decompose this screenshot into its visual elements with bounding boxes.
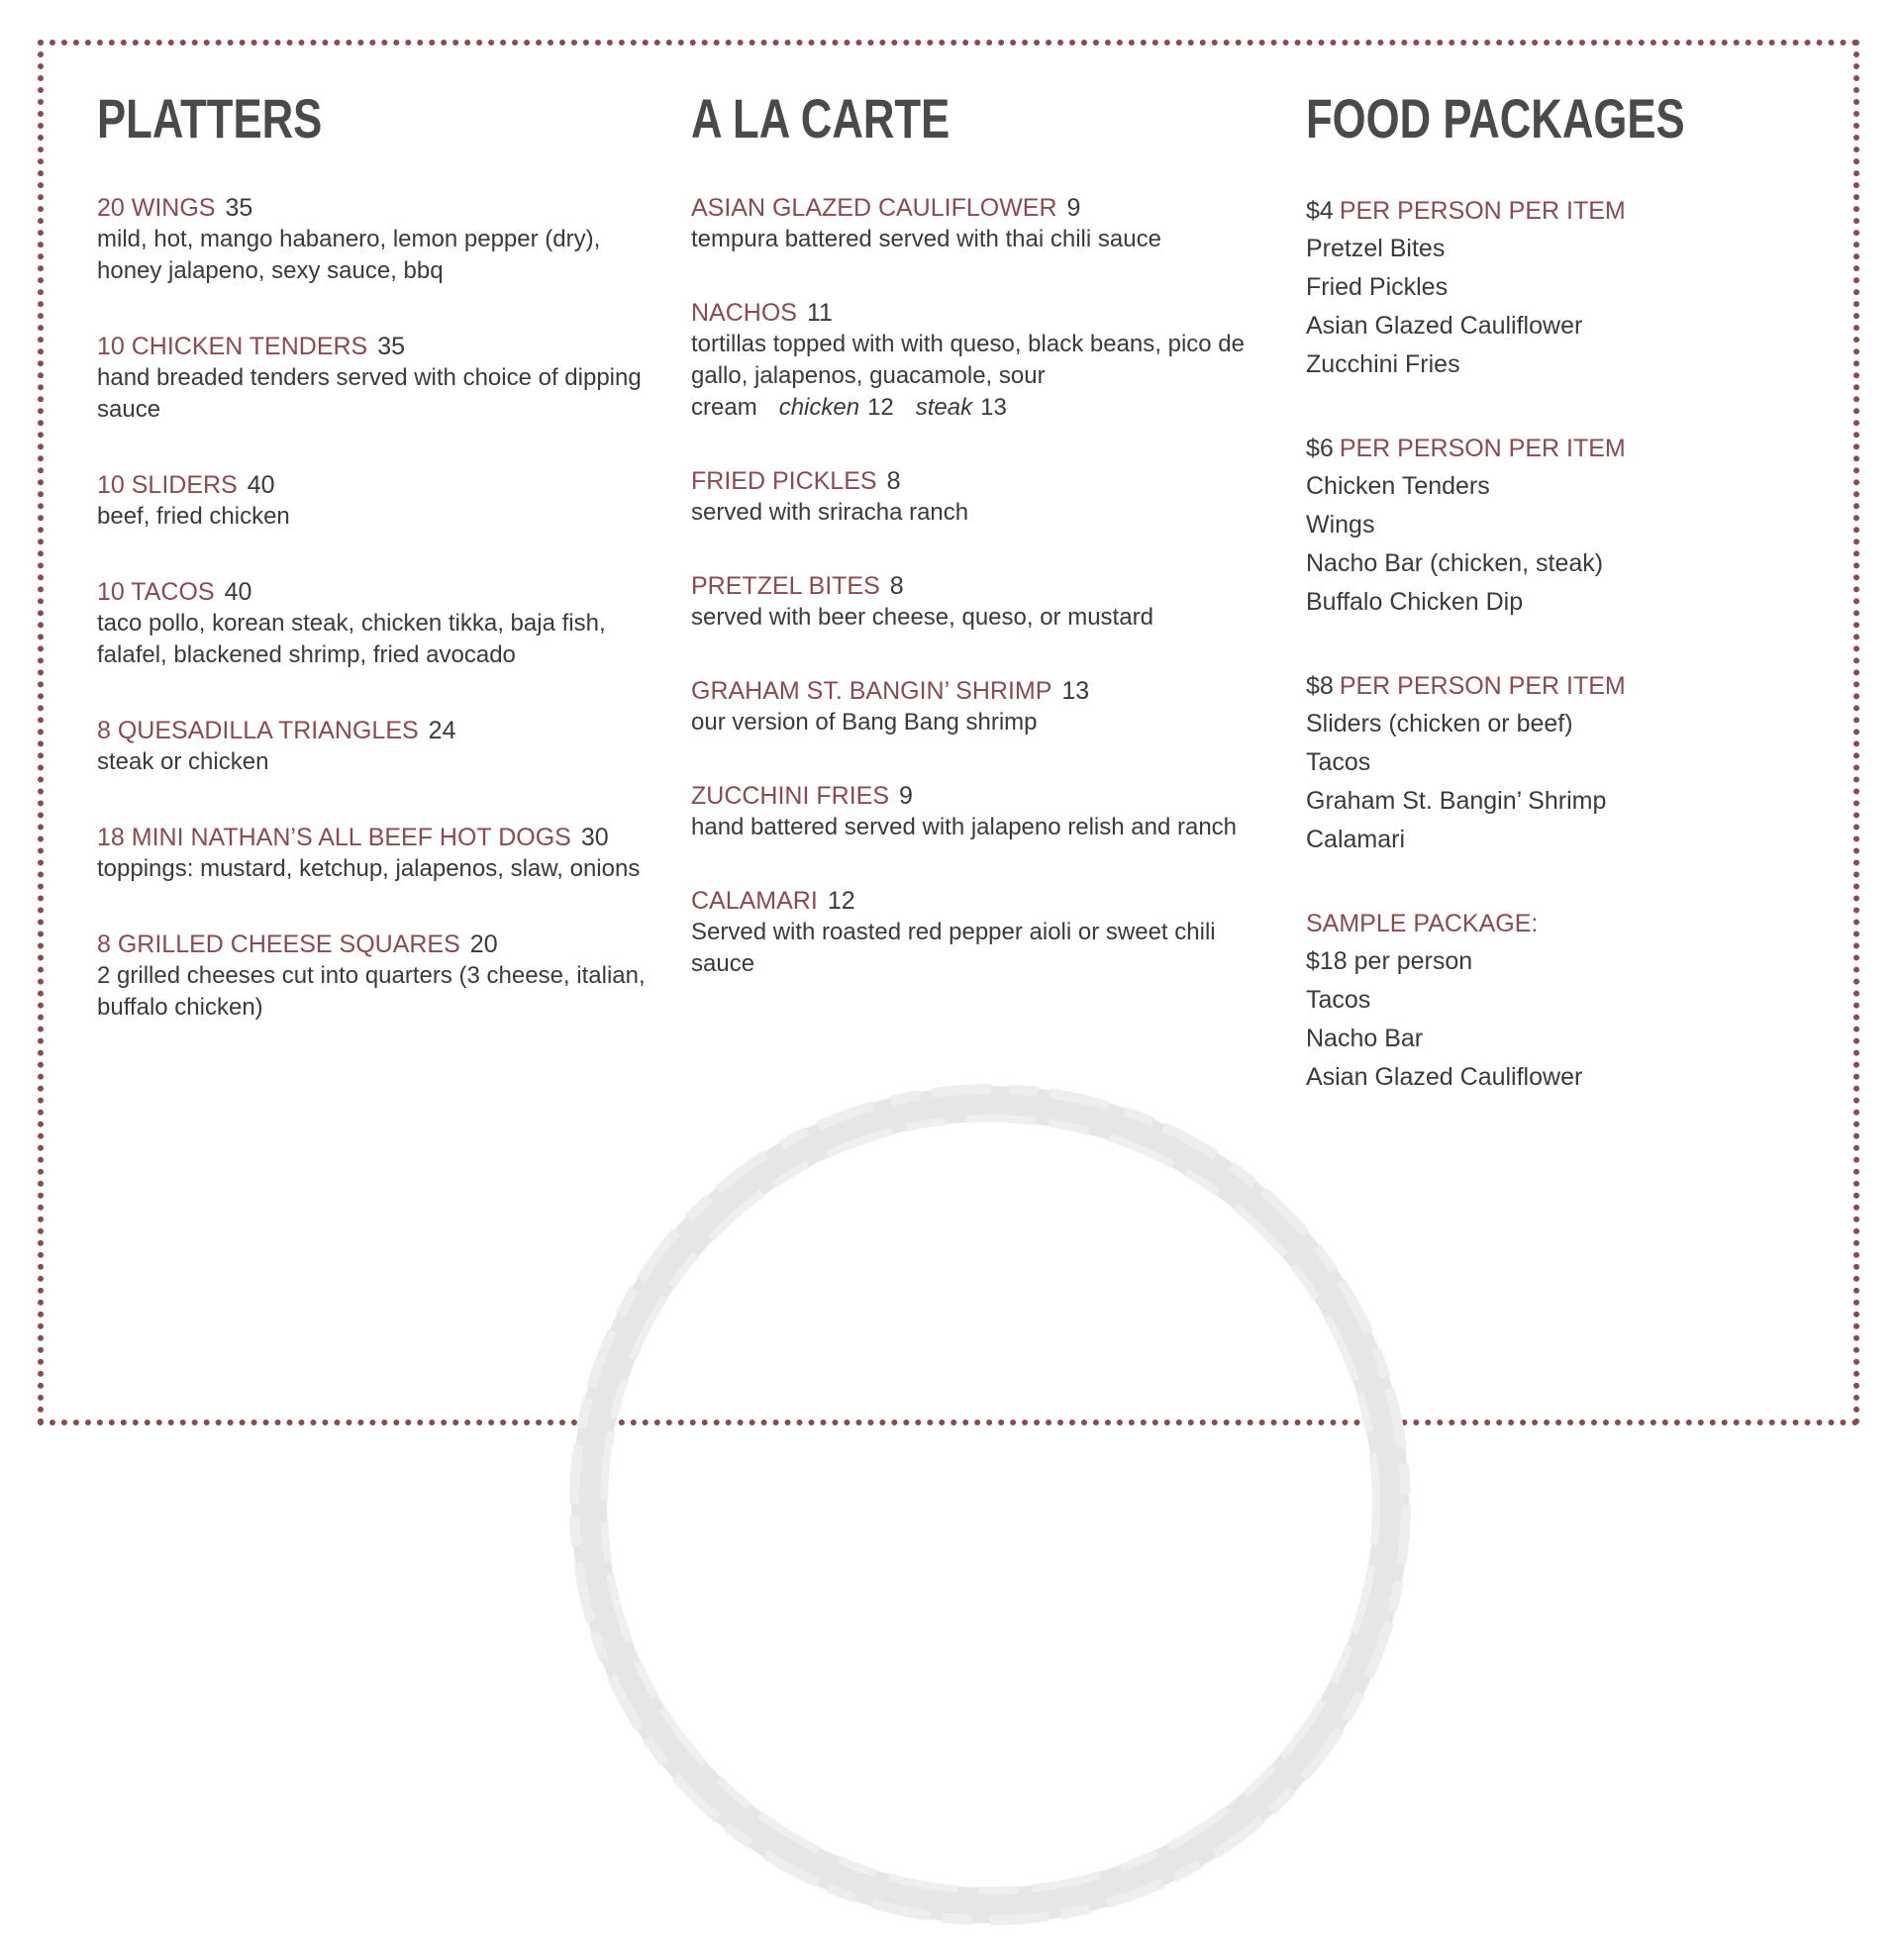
item-price: 11 (806, 299, 833, 327)
item-description (691, 329, 1246, 424)
menu-item (97, 822, 651, 885)
item-description: hand breaded tenders served with choice of dipping sauce (97, 364, 642, 423)
item-description: 2 grilled cheeses cut into quarters (3 cheese, italian, buffalo chicken) (97, 962, 646, 1021)
item-description: served with sriracha ranch (691, 499, 969, 526)
item-price: 20 (469, 931, 498, 958)
item-price: 40 (247, 471, 275, 499)
item-description: tempura battered served with thai chili sauce (691, 226, 1161, 252)
package-item: Calamari (1306, 826, 1406, 853)
item-name: 8 QUESADILLA TRIANGLES (97, 717, 419, 744)
sample-package-line: $18 per person (1306, 947, 1473, 975)
item-name: 20 WINGS (97, 194, 216, 222)
item-price: 30 (580, 824, 609, 851)
package-block (1306, 667, 1801, 859)
sample-package-block (1306, 905, 1801, 1097)
package-label: PER PERSON PER ITEM (1339, 672, 1626, 700)
item-name: 10 CHICKEN TENDERS (97, 333, 368, 360)
item-description: toppings: mustard, ketchup, jalapenos, slaw, onions (97, 855, 641, 882)
package-price: $6 (1306, 435, 1334, 462)
menu-item (691, 297, 1246, 424)
item-price: 12 (827, 887, 855, 915)
menu-item (691, 570, 1246, 634)
item-price: 8 (889, 572, 904, 600)
menu-item (97, 929, 651, 1024)
item-description: taco pollo, korean steak, chicken tikka, baja fish, falafel, blackened shrimp, fried avocado (97, 610, 606, 668)
item-name: 10 TACOS (97, 578, 215, 606)
package-item: Asian Glazed Cauliflower (1306, 312, 1583, 340)
menu-item (97, 192, 651, 287)
package-block (1306, 192, 1801, 384)
sample-package-label: SAMPLE PACKAGE: (1306, 910, 1539, 937)
package-price: $8 (1306, 672, 1334, 700)
item-description-text: tortillas topped with with queso, black beans, pico de gallo, jalapenos, guacamole, sour cream (691, 331, 1245, 421)
menu-item (97, 715, 651, 778)
item-name: 8 GRILLED CHEESE SQUARES (97, 931, 460, 958)
sample-package-line: Asian Glazed Cauliflower (1306, 1063, 1583, 1091)
item-name: CALAMARI (691, 887, 818, 915)
item-description: beef, fried chicken (97, 503, 290, 530)
item-description: our version of Bang Bang shrimp (691, 709, 1038, 735)
package-item: Nacho Bar (chicken, steak) (1306, 549, 1604, 577)
menu-item (97, 576, 651, 671)
package-item: Sliders (chicken or beef) (1306, 710, 1573, 737)
option-label: steak (915, 394, 973, 421)
item-price: 9 (899, 782, 913, 810)
menu-item (691, 192, 1246, 255)
a-la-carte-column (691, 89, 1246, 1022)
item-price: 24 (428, 717, 456, 744)
item-name: 18 MINI NATHAN’S ALL BEEF HOT DOGS (97, 824, 571, 851)
item-price: 8 (886, 467, 901, 495)
menu-item (691, 780, 1246, 843)
item-description: hand battered served with jalapeno relish and ranch (691, 814, 1238, 840)
item-description: mild, hot, mango habanero, lemon pepper (dry), honey jalapeno, sexy sauce, bbq (97, 226, 601, 284)
food-packages-heading: FOOD PACKAGES (1306, 87, 1685, 149)
package-price: $4 (1306, 197, 1334, 225)
package-item: Graham St. Bangin’ Shrimp (1306, 787, 1607, 815)
item-price: 13 (1061, 677, 1090, 705)
item-price: 9 (1066, 194, 1081, 222)
item-name: 10 SLIDERS (97, 471, 238, 499)
item-name: GRAHAM ST. BANGIN’ SHRIMP (691, 677, 1052, 705)
package-label: PER PERSON PER ITEM (1339, 435, 1626, 462)
item-price: 35 (377, 333, 406, 360)
package-item: Wings (1306, 511, 1375, 539)
package-item: Tacos (1306, 748, 1371, 776)
package-label: PER PERSON PER ITEM (1339, 197, 1626, 225)
food-packages-column (1306, 89, 1801, 1142)
item-description: served with beer cheese, queso, or mustard (691, 604, 1153, 631)
platters-heading: PLATTERS (97, 87, 323, 149)
menu-item (97, 469, 651, 533)
option-price: 13 (980, 394, 1007, 421)
package-item: Zucchini Fries (1306, 350, 1460, 378)
item-name: NACHOS (691, 299, 797, 327)
sample-package-line: Nacho Bar (1306, 1025, 1424, 1052)
sample-package-line: Tacos (1306, 986, 1371, 1014)
menu-item (691, 675, 1246, 738)
option-label: chicken (778, 394, 860, 421)
menu-item (97, 331, 651, 426)
item-price: 35 (225, 194, 253, 222)
a-la-carte-heading: A LA CARTE (691, 87, 950, 149)
menu-item (691, 885, 1246, 980)
item-description: Served with roasted red pepper aioli or sweet chili sauce (691, 919, 1216, 977)
item-name: ZUCCHINI FRIES (691, 782, 889, 810)
item-name: FRIED PICKLES (691, 467, 877, 495)
platters-column (97, 89, 651, 1067)
item-name: PRETZEL BITES (691, 572, 880, 600)
item-description: steak or chicken (97, 748, 269, 775)
package-item: Fried Pickles (1306, 273, 1449, 301)
option-price: 12 (867, 394, 894, 421)
package-item: Pretzel Bites (1306, 235, 1446, 262)
package-item: Buffalo Chicken Dip (1306, 588, 1524, 616)
item-price: 40 (224, 578, 252, 606)
package-block (1306, 430, 1801, 622)
item-name: ASIAN GLAZED CAULIFLOWER (691, 194, 1057, 222)
menu-item (691, 465, 1246, 529)
package-item: Chicken Tenders (1306, 472, 1490, 500)
